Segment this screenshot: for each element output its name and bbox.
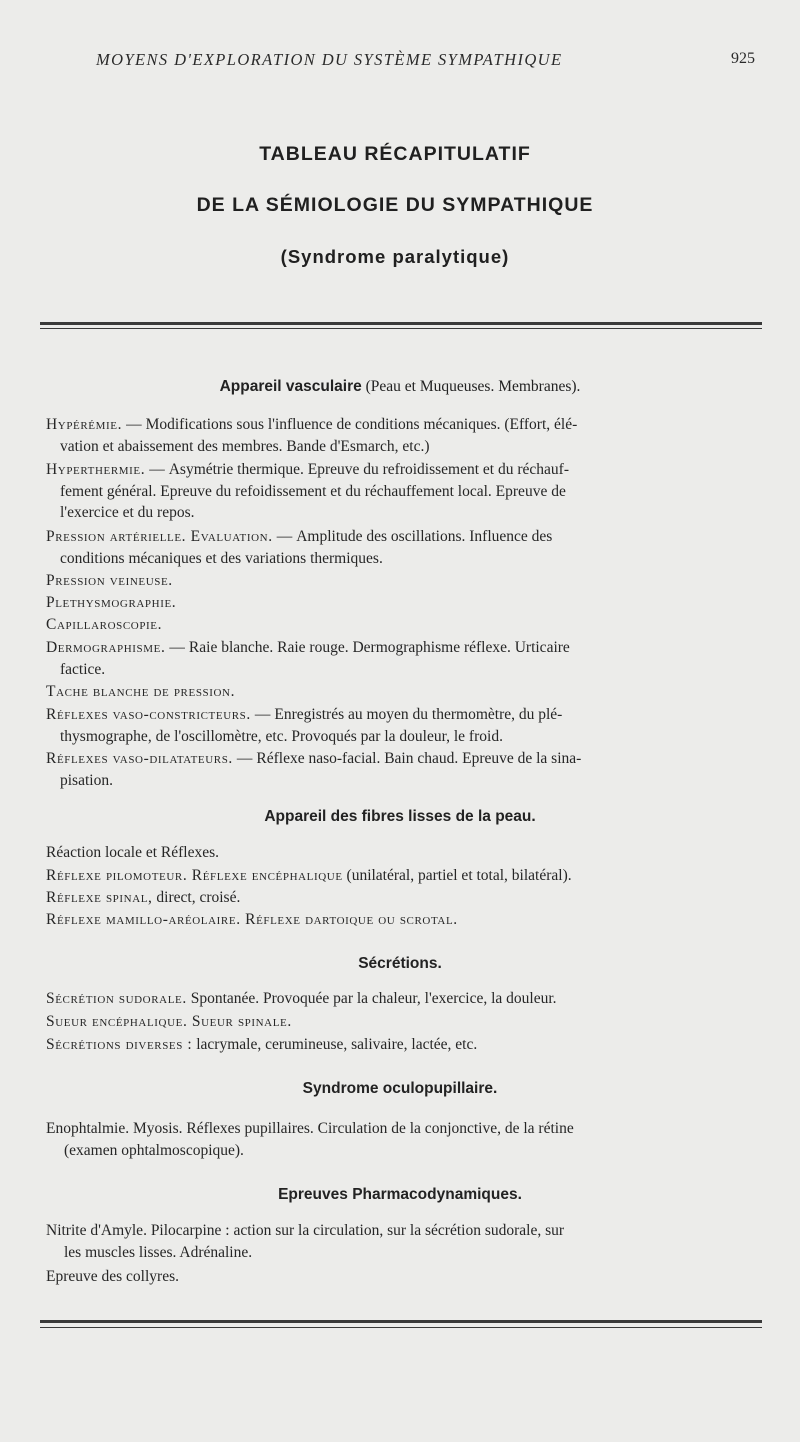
entry-nitrite-amyle: Nitrite d'Amyle. Pilocarpine : action sur la circulation, sur la sécrétion sudorale, sur les muscles lisses. Adrénaline.	[46, 1222, 565, 1261]
section-heading-oculopupillaire: Syndrome oculopupillaire.	[302, 1080, 498, 1097]
bottom-double-rule	[40, 1318, 762, 1332]
entry-reaction-locale: Réaction locale et Réflexes.	[46, 844, 220, 861]
entry-hyperthermie: Hyperthermie. — Asymétrie thermique. Epreuve du refroidissement et du réchauf- fement général. Epreuve du refoidissement et du réchauffement local. Epreuve de l'exercice et du repos.	[46, 461, 569, 521]
entry-tache-blanche: Tache blanche de pression.	[46, 683, 236, 700]
entry-reflexe-mamillo-areolaire: Réflexe mamillo-aréolaire. Réflexe dartoique ou scrotal.	[46, 911, 458, 928]
page-number: 925	[731, 50, 755, 67]
entry-pression-veineuse: Pression veineuse.	[46, 572, 173, 589]
section-heading-fibres-lisses: Appareil des fibres lisses de la peau.	[264, 808, 536, 825]
entry-hyperemie: Hypérémie. — Modifications sous l'influence de conditions mécaniques. (Effort, élé- vation et abaissement des membres. Bande d'Esmarch, etc.)	[46, 416, 578, 455]
entry-epreuve-collyres: Epreuve des collyres.	[46, 1268, 179, 1285]
section-heading-secretions: Sécrétions.	[358, 955, 442, 972]
entry-plethysmographie: Plethysmographie.	[46, 594, 177, 611]
entry-secretion-sudorale: Sécrétion sudorale. Spontanée. Provoquée par la chaleur, l'exercice, la douleur.	[46, 990, 557, 1007]
section-heading-pharmacodynamiques: Epreuves Pharmacodynamiques.	[278, 1186, 522, 1203]
entry-reflexes-vaso-dilatateurs: Réflexes vaso-dilatateurs. — Réflexe naso-facial. Bain chaud. Epreuve de la sina- pisation.	[46, 750, 582, 789]
title-line-2: DE LA SÉMIOLOGIE DU SYMPATHIQUE	[196, 194, 594, 216]
entry-dermographisme: Dermographisme. — Raie blanche. Raie rouge. Dermographisme réflexe. Urticaire factice.	[46, 639, 570, 678]
title-subtitle: (Syndrome paralytique)	[280, 246, 510, 267]
entry-enophtalmie: Enophtalmie. Myosis. Réflexes pupillaires. Circulation de la conjonctive, de la rétine (examen ophtalmoscopique).	[46, 1120, 574, 1159]
title-line-1: TABLEAU RÉCAPITULATIF	[259, 143, 531, 165]
entry-capillaroscopie: Capillaroscopie.	[46, 616, 163, 633]
entry-reflexes-vaso-constricteurs: Réflexes vaso-constricteurs. — Enregistrés au moyen du thermomètre, du plé- thysmographe, de l'oscillomètre, etc. Provoqués par la douleur, le froid.	[46, 706, 563, 745]
entry-secretions-diverses: Sécrétions diverses : lacrymale, cerumineuse, salivaire, lactée, etc.	[46, 1036, 478, 1053]
entry-pression-arterielle: Pression artérielle. Evaluation. — Amplitude des oscillations. Influence des conditions mécaniques et des variations thermiques.	[46, 528, 553, 567]
entry-reflexe-spinal: Réflexe spinal, direct, croisé.	[46, 889, 241, 906]
section-heading-vasculaire: Appareil vasculaire (Peau et Muqueuses. Membranes).	[219, 378, 581, 395]
top-double-rule	[40, 320, 762, 332]
running-title: MOYENS D'EXPLORATION DU SYSTÈME SYMPATHIQUE	[96, 50, 563, 69]
entry-sueur-encephalique: Sueur encéphalique. Sueur spinale.	[46, 1013, 292, 1030]
entry-reflexe-pilomoteur: Réflexe pilomoteur. Réflexe encéphalique (unilatéral, partiel et total, bilatéral).	[46, 867, 572, 884]
running-head	[0, 50, 800, 74]
